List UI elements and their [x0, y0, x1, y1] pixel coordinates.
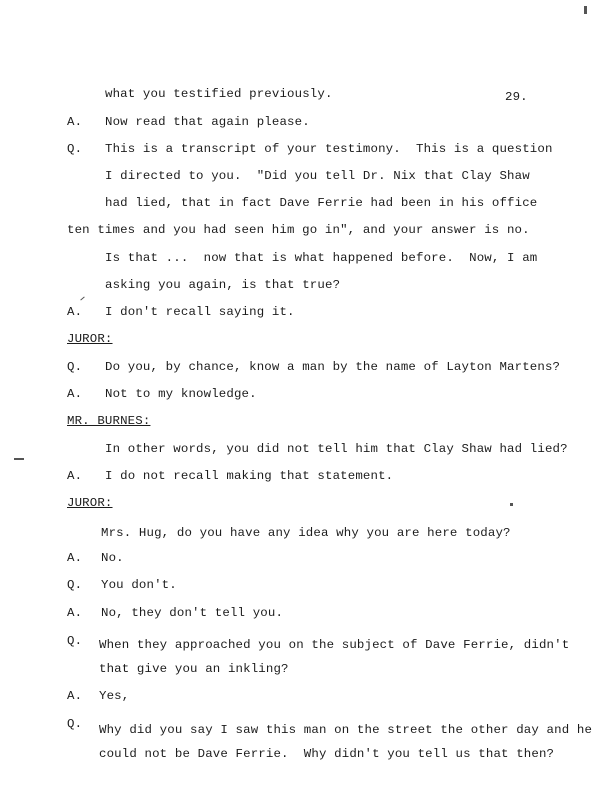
transcript-line: Yes,: [99, 689, 130, 703]
transcript-line: No.: [101, 551, 124, 565]
transcript-line: asking you again, is that true?: [105, 278, 341, 292]
transcript-line: what you testified previously.: [105, 87, 333, 101]
speaker-question-marker: Q.: [67, 717, 83, 731]
speaker-answer-marker: A.: [67, 469, 83, 483]
transcript-line: Now read that again please.: [105, 115, 310, 129]
speaker-question-marker: Q.: [67, 634, 83, 648]
transcript-line: No, they don't tell you.: [101, 606, 284, 620]
transcript-line: Mrs. Hug, do you have any idea why you are here today?: [101, 526, 511, 540]
transcript-line: When they approached you on the subject of Dave Ferrie, didn't: [99, 638, 570, 652]
transcript-line: could not be Dave Ferrie. Why didn't you tell us that then?: [99, 747, 555, 761]
scan-speck: [510, 503, 513, 506]
scan-speck: [80, 297, 84, 301]
transcript-line: You don't.: [101, 578, 177, 592]
transcript-line: Is that ... now that is what happened before. Now, I am: [105, 251, 538, 265]
transcript-line: had lied, that in fact Dave Ferrie had been in his office: [105, 196, 538, 210]
speaker-question-marker: Q.: [67, 360, 83, 374]
speaker-question-marker: Q.: [67, 142, 83, 156]
transcript-line: This is a transcript of your testimony. This is a question: [105, 142, 553, 156]
speaker-label-juror: JUROR:: [67, 332, 113, 346]
page-number: 29.: [505, 90, 528, 104]
scan-speck: [14, 458, 24, 460]
transcript-line: I directed to you. "Did you tell Dr. Nix that Clay Shaw: [105, 169, 530, 183]
speaker-answer-marker: A.: [67, 305, 83, 319]
speaker-label-juror: JUROR:: [67, 496, 113, 510]
transcript-line: ten times and you had seen him go in", and your answer is no.: [67, 223, 530, 237]
speaker-answer-marker: A.: [67, 551, 83, 565]
scan-speck: [584, 6, 587, 14]
speaker-question-marker: Q.: [67, 578, 83, 592]
transcript-line: Why did you say I saw this man on the street the other day and he: [99, 723, 593, 737]
transcript-line: I do not recall making that statement.: [105, 469, 394, 483]
transcript-line: In other words, you did not tell him that Clay Shaw had lied?: [105, 442, 568, 456]
transcript-line: Not to my knowledge.: [105, 387, 257, 401]
transcript-line: that give you an inkling?: [99, 662, 289, 676]
speaker-label-mr-burnes: MR. BURNES:: [67, 414, 151, 428]
speaker-answer-marker: A.: [67, 387, 83, 401]
transcript-line: I don't recall saying it.: [105, 305, 295, 319]
transcript-line: Do you, by chance, know a man by the name of Layton Martens?: [105, 360, 561, 374]
speaker-answer-marker: A.: [67, 689, 83, 703]
speaker-answer-marker: A.: [67, 115, 83, 129]
speaker-answer-marker: A.: [67, 606, 83, 620]
